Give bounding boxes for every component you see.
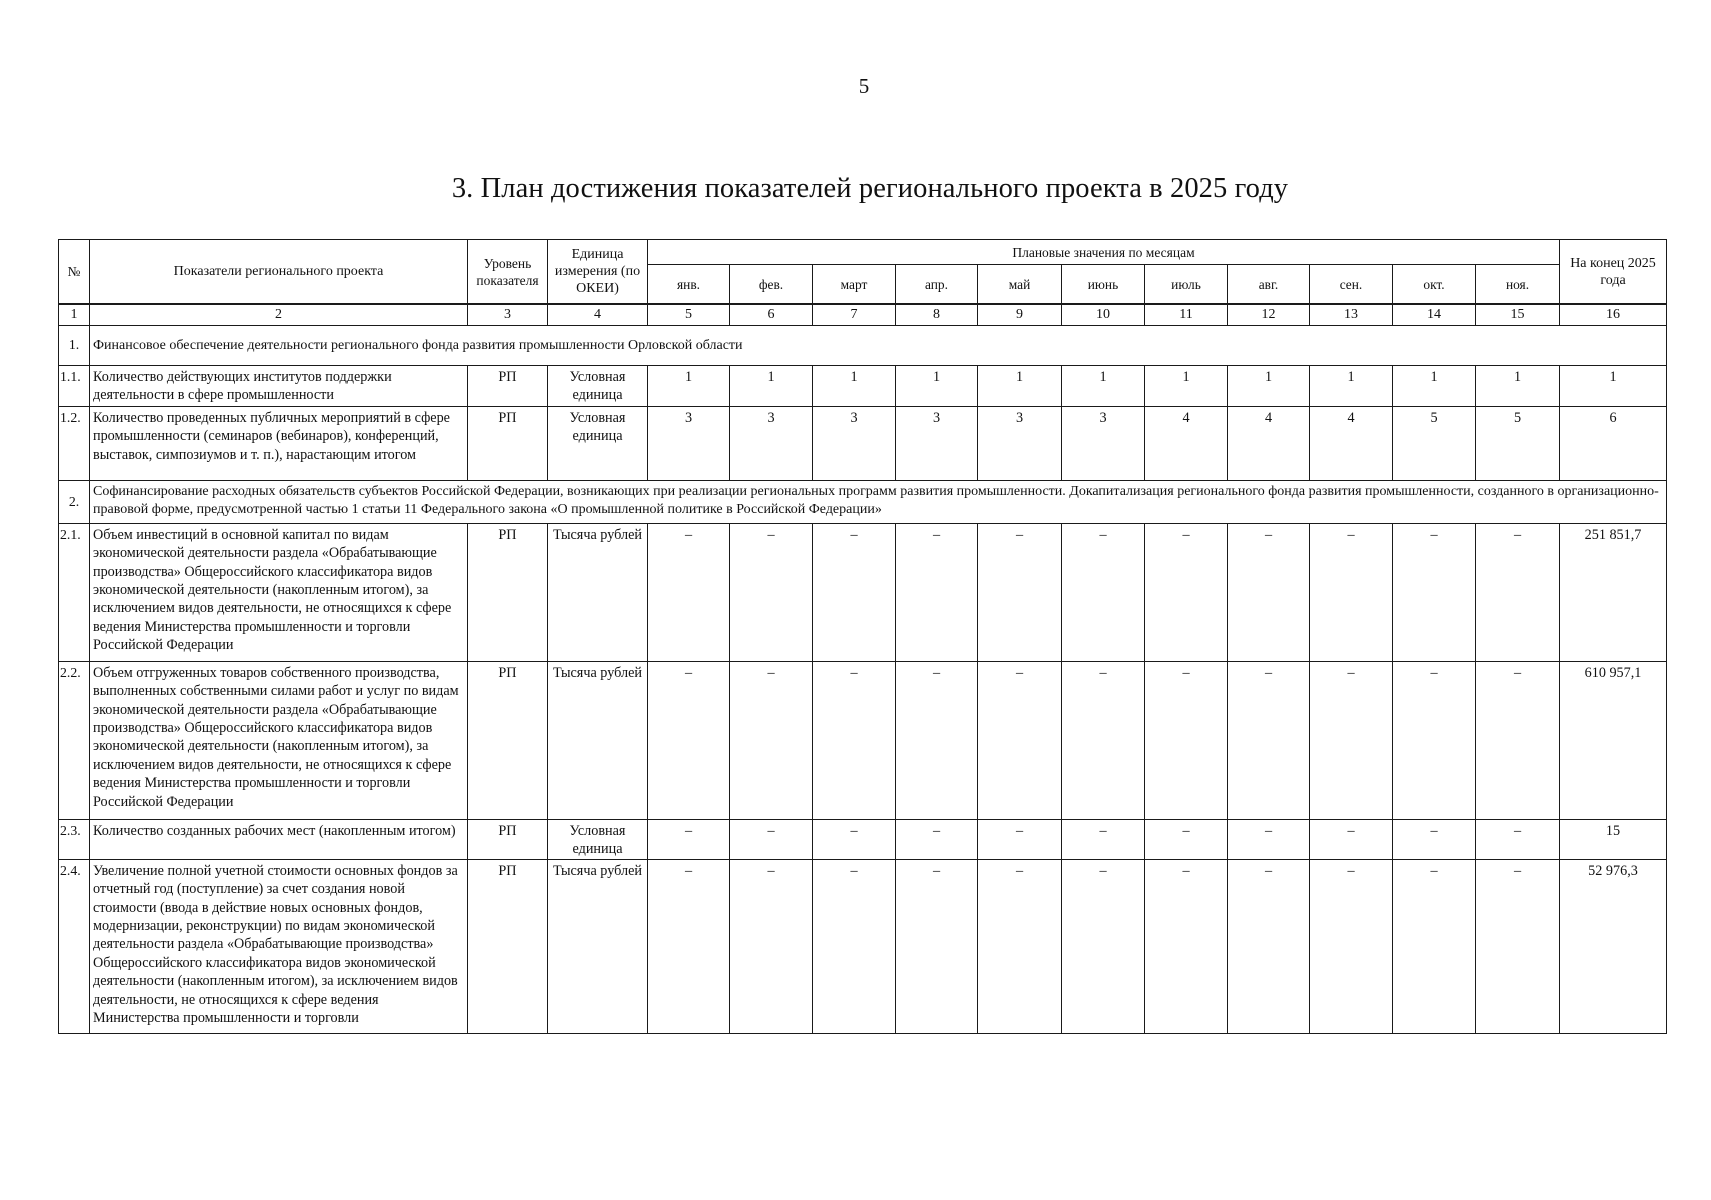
monthly-value: 3: [1062, 406, 1145, 480]
indicator-unit: Условная единица: [548, 366, 648, 407]
monthly-value: 1: [1062, 366, 1145, 407]
row-number: 2.2.: [59, 661, 90, 819]
monthly-value: –: [648, 523, 730, 661]
monthly-value: –: [896, 661, 978, 819]
indicator-unit: Условная единица: [548, 406, 648, 480]
monthly-value: –: [730, 523, 813, 661]
indicators-table-wrapper: [58, 239, 1667, 1034]
header-no: №: [59, 240, 90, 305]
monthly-value: –: [978, 661, 1062, 819]
header-month: янв.: [648, 265, 730, 305]
column-number: 14: [1393, 304, 1476, 326]
indicator-name: Объем инвестиций в основной капитал по видам экономической деятельности раздела «Обрабатывающие производства» Общероссийского классификатора видов экономической деятельности (накопленным итогом), за исключением видов деятельности, не относящихся к сфере ведения Министерства промышленности и торговли Российской Федерации: [90, 523, 468, 661]
monthly-value: 1: [1310, 366, 1393, 407]
monthly-value: –: [648, 859, 730, 1033]
header-month: ноя.: [1476, 265, 1560, 305]
column-number: 10: [1062, 304, 1145, 326]
column-number: 16: [1560, 304, 1667, 326]
column-number: 9: [978, 304, 1062, 326]
indicators-table: [58, 239, 1667, 1034]
header-year-end: На конец 2025 года: [1560, 240, 1667, 305]
monthly-value: 4: [1310, 406, 1393, 480]
monthly-value: –: [1228, 859, 1310, 1033]
monthly-value: –: [1062, 859, 1145, 1033]
monthly-value: –: [1228, 819, 1310, 859]
monthly-value: –: [1145, 819, 1228, 859]
monthly-value: –: [730, 661, 813, 819]
header-month: окт.: [1393, 265, 1476, 305]
monthly-value: –: [1228, 661, 1310, 819]
monthly-value: –: [813, 661, 896, 819]
indicator-unit: Тысяча рублей: [548, 523, 648, 661]
monthly-value: –: [1310, 523, 1393, 661]
indicator-unit: Условная единица: [548, 819, 648, 859]
year-end-value: 15: [1560, 819, 1667, 859]
monthly-value: –: [730, 859, 813, 1033]
monthly-value: –: [648, 661, 730, 819]
column-number: 6: [730, 304, 813, 326]
monthly-value: –: [1062, 523, 1145, 661]
column-number: 13: [1310, 304, 1393, 326]
table-row: [59, 661, 1667, 819]
monthly-value: –: [813, 523, 896, 661]
header-month: авг.: [1228, 265, 1310, 305]
monthly-value: –: [1145, 523, 1228, 661]
table-row: [59, 406, 1667, 480]
monthly-value: –: [1476, 523, 1560, 661]
section-number: 2.: [59, 480, 90, 523]
monthly-value: –: [978, 523, 1062, 661]
monthly-value: –: [1476, 859, 1560, 1033]
header-month: сен.: [1310, 265, 1393, 305]
monthly-value: 1: [813, 366, 896, 407]
indicator-level: РП: [468, 819, 548, 859]
monthly-value: –: [813, 859, 896, 1033]
monthly-value: –: [1145, 859, 1228, 1033]
monthly-value: –: [1476, 819, 1560, 859]
monthly-value: –: [896, 859, 978, 1033]
indicator-level: РП: [468, 661, 548, 819]
header-month: март: [813, 265, 896, 305]
section-number: 1.: [59, 326, 90, 366]
year-end-value: 251 851,7: [1560, 523, 1667, 661]
table-body: [59, 304, 1667, 1033]
header-month: фев.: [730, 265, 813, 305]
table-row: [59, 819, 1667, 859]
table-header: [59, 240, 1667, 305]
monthly-value: –: [1476, 661, 1560, 819]
section-title: Финансовое обеспечение деятельности регионального фонда развития промышленности Орловской области: [90, 326, 1667, 366]
monthly-value: 5: [1393, 406, 1476, 480]
indicator-unit: Тысяча рублей: [548, 661, 648, 819]
column-number: 2: [90, 304, 468, 326]
monthly-value: –: [1145, 661, 1228, 819]
column-number: 7: [813, 304, 896, 326]
column-number: 5: [648, 304, 730, 326]
monthly-value: 3: [648, 406, 730, 480]
monthly-value: 1: [1145, 366, 1228, 407]
row-number: 1.1.: [59, 366, 90, 407]
header-unit: Единица измерения (по ОКЕИ): [548, 240, 648, 305]
indicator-unit: Тысяча рублей: [548, 859, 648, 1033]
column-number: 11: [1145, 304, 1228, 326]
indicator-level: РП: [468, 523, 548, 661]
monthly-value: 4: [1145, 406, 1228, 480]
monthly-value: –: [1062, 661, 1145, 819]
row-number: 2.4.: [59, 859, 90, 1033]
monthly-value: –: [1393, 819, 1476, 859]
monthly-value: –: [896, 523, 978, 661]
monthly-value: 3: [978, 406, 1062, 480]
monthly-value: 3: [730, 406, 813, 480]
row-number: 2.1.: [59, 523, 90, 661]
monthly-value: –: [730, 819, 813, 859]
monthly-value: –: [1393, 523, 1476, 661]
indicator-name: Количество созданных рабочих мест (накопленным итогом): [90, 819, 468, 859]
header-level: Уровень показателя: [468, 240, 548, 305]
indicator-name: Увеличение полной учетной стоимости основных фондов за отчетный год (поступление) за счет создания новой стоимости (ввода в действие новых основных фондов, модернизации, реконструкции) по видам экономической деятельности раздела «Обрабатывающие производства» Общероссийского классификатора видов экономической деятельности (накопленным итогом), за исключением видов деятельности, не относящихся к сфере ведения Министерства промышленности и торговли: [90, 859, 468, 1033]
column-number: 15: [1476, 304, 1560, 326]
monthly-value: 1: [896, 366, 978, 407]
column-number: 4: [548, 304, 648, 326]
monthly-value: –: [978, 859, 1062, 1033]
section-row: [59, 480, 1667, 523]
monthly-value: –: [1393, 859, 1476, 1033]
monthly-value: 4: [1228, 406, 1310, 480]
indicator-level: РП: [468, 366, 548, 407]
monthly-value: –: [813, 819, 896, 859]
monthly-value: –: [1310, 859, 1393, 1033]
indicator-level: РП: [468, 406, 548, 480]
year-end-value: 1: [1560, 366, 1667, 407]
header-planned-values: Плановые значения по месяцам: [648, 240, 1560, 265]
monthly-value: –: [648, 819, 730, 859]
column-number: 3: [468, 304, 548, 326]
monthly-value: –: [978, 819, 1062, 859]
monthly-value: –: [1310, 819, 1393, 859]
monthly-value: 1: [1228, 366, 1310, 407]
monthly-value: 1: [978, 366, 1062, 407]
page-number: 5: [858, 74, 870, 98]
page-title: 3. План достижения показателей регионального проекта в 2025 году: [451, 173, 1289, 204]
indicator-name: Объем отгруженных товаров собственного производства, выполненных собственными силами работ и услуг по видам экономической деятельности раздела «Обрабатывающие производства» Общероссийского классификатора видов экономической деятельности (накопленным итогом), за исключением видов деятельности, не относящихся к сфере ведения Министерства промышленности и торговли Российской Федерации: [90, 661, 468, 819]
monthly-value: –: [1062, 819, 1145, 859]
table-row: [59, 859, 1667, 1033]
table-row: [59, 523, 1667, 661]
monthly-value: –: [1228, 523, 1310, 661]
year-end-value: 6: [1560, 406, 1667, 480]
indicator-level: РП: [468, 859, 548, 1033]
column-number: 8: [896, 304, 978, 326]
indicator-name: Количество действующих институтов поддержки деятельности в сфере промышленности: [90, 366, 468, 407]
header-month: июнь: [1062, 265, 1145, 305]
header-indicator: Показатели регионального проекта: [90, 240, 468, 305]
year-end-value: 52 976,3: [1560, 859, 1667, 1033]
monthly-value: –: [896, 819, 978, 859]
section-row: [59, 326, 1667, 366]
header-month: июль: [1145, 265, 1228, 305]
row-number: 1.2.: [59, 406, 90, 480]
section-title: Софинансирование расходных обязательств субъектов Российской Федерации, возникающих при реализации региональных программ развития промышленности. Докапитализация регионального фонда развития промышленности, созданного в организационно-правовой форме, предусмотренной частью 1 статьи 11 Федерального закона «О промышленной политике в Российской Федерации»: [90, 480, 1667, 523]
column-numbers-row: [59, 304, 1667, 326]
monthly-value: 3: [813, 406, 896, 480]
monthly-value: 3: [896, 406, 978, 480]
header-month: апр.: [896, 265, 978, 305]
indicator-name: Количество проведенных публичных мероприятий в сфере промышленности (семинаров (вебинаров), конференций, выставок, симпозиумов и т. п.), нарастающим итогом: [90, 406, 468, 480]
year-end-value: 610 957,1: [1560, 661, 1667, 819]
header-month: май: [978, 265, 1062, 305]
column-number: 1: [59, 304, 90, 326]
monthly-value: 1: [648, 366, 730, 407]
table-row: [59, 366, 1667, 407]
column-number: 12: [1228, 304, 1310, 326]
monthly-value: 1: [1393, 366, 1476, 407]
row-number: 2.3.: [59, 819, 90, 859]
monthly-value: –: [1310, 661, 1393, 819]
monthly-value: 5: [1476, 406, 1560, 480]
monthly-value: –: [1393, 661, 1476, 819]
monthly-value: 1: [1476, 366, 1560, 407]
monthly-value: 1: [730, 366, 813, 407]
